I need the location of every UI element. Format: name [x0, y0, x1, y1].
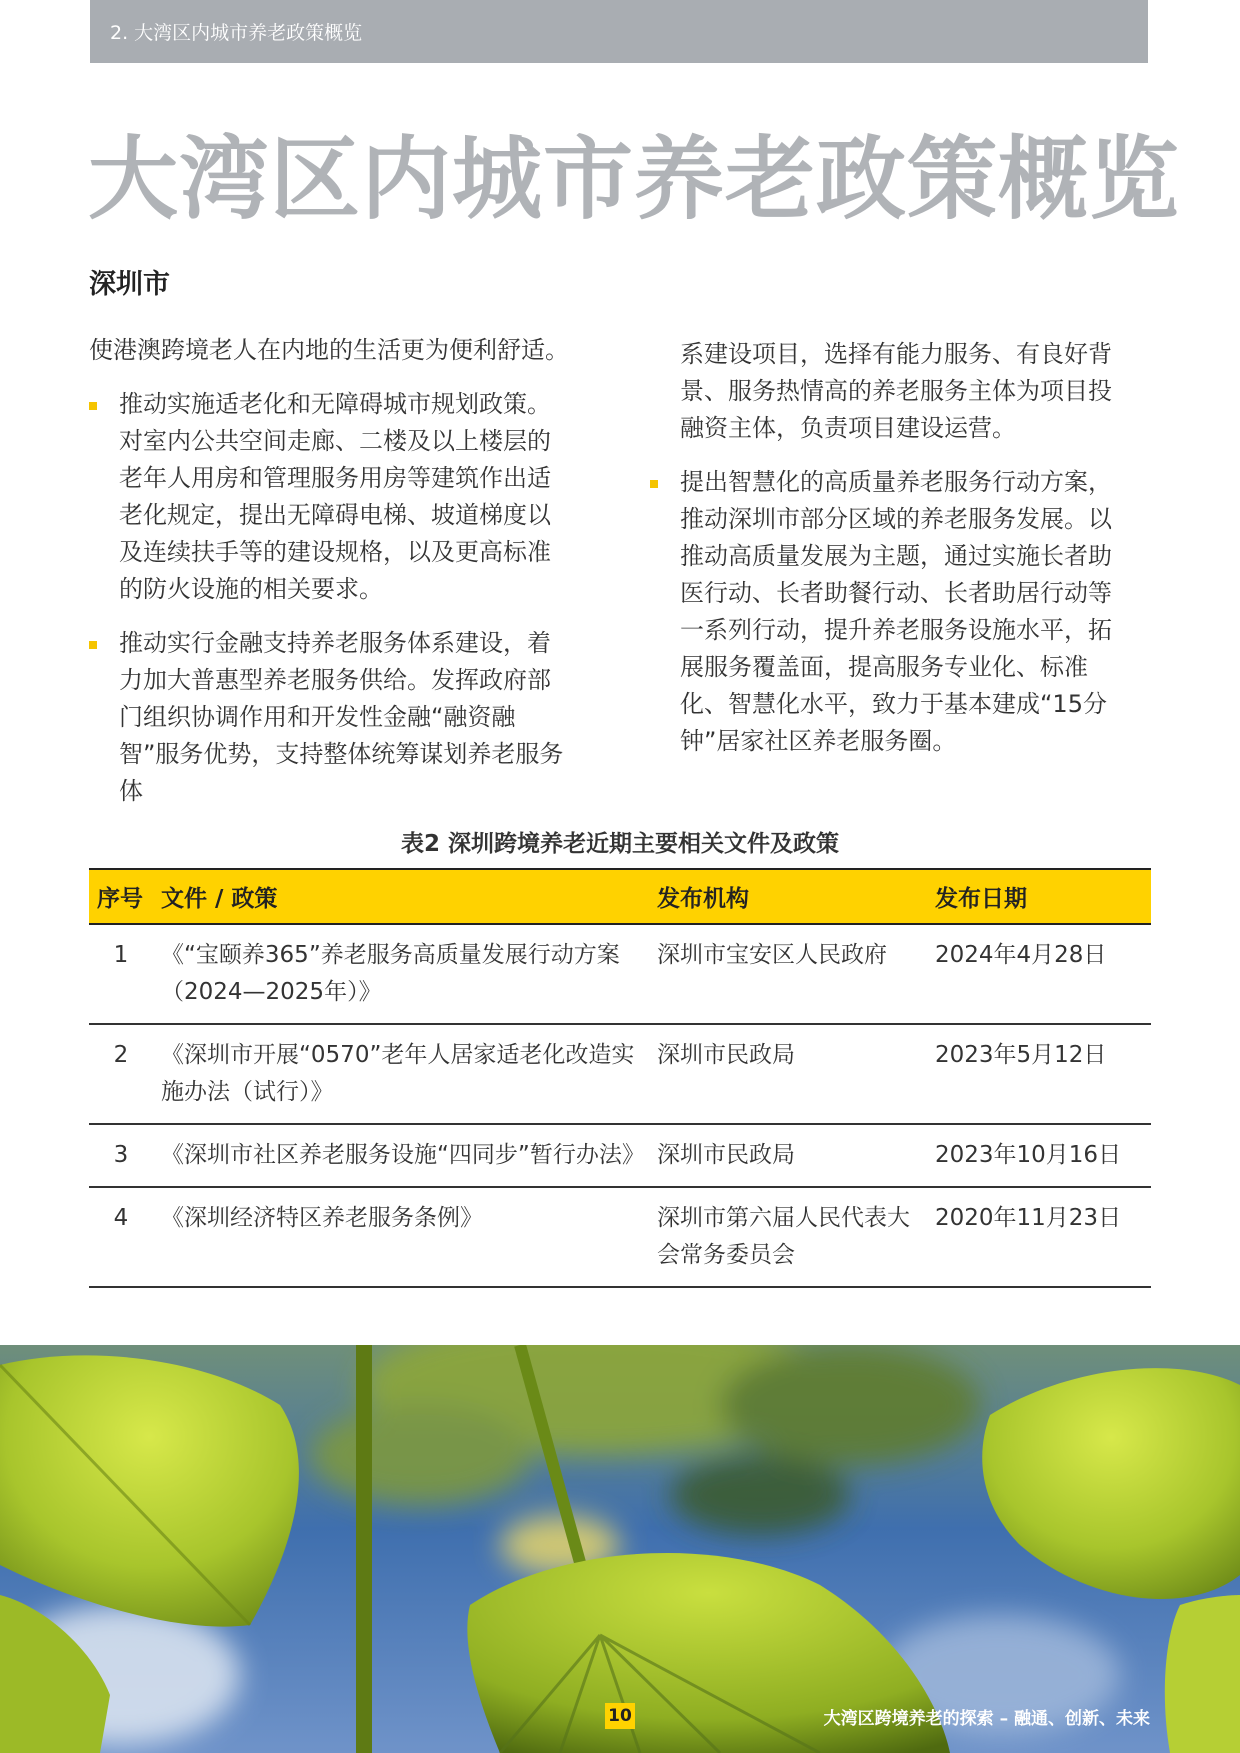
ginkgo-leaves-photo — [0, 1345, 1240, 1753]
page-title: 大湾区内城市养老政策概览 — [88, 127, 1180, 232]
row-num: 3 — [89, 1124, 153, 1187]
row-org: 深圳市宝安区人民政府 — [649, 924, 927, 1024]
section-header-bar — [90, 0, 1148, 63]
header-num: 序号 — [89, 869, 153, 924]
row-doc: 《深圳市社区养老服务设施“四同步”暂行办法》 — [153, 1124, 649, 1187]
row-org: 深圳市民政局 — [649, 1124, 927, 1187]
continuation-paragraph: 系建设项目，选择有能力服务、有良好背景、服务热情高的养老服务主体为项目投融资主体，负责项目建设运营。 — [680, 340, 1112, 442]
left-column — [89, 332, 574, 827]
row-date: 2023年5月12日 — [927, 1024, 1151, 1124]
header-org: 发布机构 — [649, 869, 927, 924]
table-header-row — [89, 869, 1151, 924]
page-number: 10 — [605, 1703, 635, 1729]
row-doc: 《“宝颐养365”养老服务高质量发展行动方案（2024—2025年）》 — [153, 924, 649, 1024]
row-num: 2 — [89, 1024, 153, 1124]
publication-title: 大湾区跨境养老的探索 – 融通、创新、未来 — [823, 1709, 1150, 1729]
row-date: 2023年10月16日 — [927, 1124, 1151, 1187]
bullet-item-accessibility: 推动实施适老化和无障碍城市规划政策。对室内公共空间走廊、二楼及以上楼层的老年人用房和管理服务用房等建筑作出适老化规定，提出无障碍电梯、坡道梯度以及连续扶手等的建设规格，以及更高标准的防火设施的相关要求。 — [89, 386, 574, 608]
table-row — [89, 1124, 1151, 1187]
table-row — [89, 924, 1151, 1024]
right-column — [650, 336, 1130, 777]
table-caption: 表2 深圳跨境养老近期主要相关文件及政策 — [400, 831, 839, 857]
row-doc: 《深圳经济特区养老服务条例》 — [153, 1187, 649, 1287]
policy-table — [89, 868, 1151, 1288]
header-doc: 文件 / 政策 — [153, 869, 649, 924]
table-row — [89, 1187, 1151, 1287]
row-org: 深圳市第六届人民代表大会常务委员会 — [649, 1187, 927, 1287]
city-heading: 深圳市 — [89, 269, 170, 300]
header-date: 发布日期 — [927, 869, 1151, 924]
row-date: 2024年4月28日 — [927, 924, 1151, 1024]
bullet-item-smart-service: 提出智慧化的高质量养老服务行动方案，推动深圳市部分区域的养老服务发展。以推动高质量发展为主题，通过实施长者助医行动、长者助餐行动、长者助居行动等一系列行动，提升养老服务设施水平，拓展服务覆盖面，提高服务专业化、标准化、智慧化水平，致力于基本建成“15分钟”居家社区养老服务圈。 — [650, 464, 1130, 760]
intro-paragraph: 使港澳跨境老人在内地的生活更为便利舒适。 — [89, 336, 569, 364]
table-row — [89, 1024, 1151, 1124]
row-num: 4 — [89, 1187, 153, 1287]
bullet-item-finance: 推动实行金融支持养老服务体系建设，着力加大普惠型养老服务供给。发挥政府部门组织协调作用和开发性金融“融资融智”服务优势，支持整体统筹谋划养老服务体 — [89, 625, 574, 810]
row-doc: 《深圳市开展“0570”老年人居家适老化改造实施办法（试行）》 — [153, 1024, 649, 1124]
row-org: 深圳市民政局 — [649, 1024, 927, 1124]
section-label: 2. 大湾区内城市养老政策概览 — [110, 22, 363, 44]
row-date: 2020年11月23日 — [927, 1187, 1151, 1287]
row-num: 1 — [89, 924, 153, 1024]
